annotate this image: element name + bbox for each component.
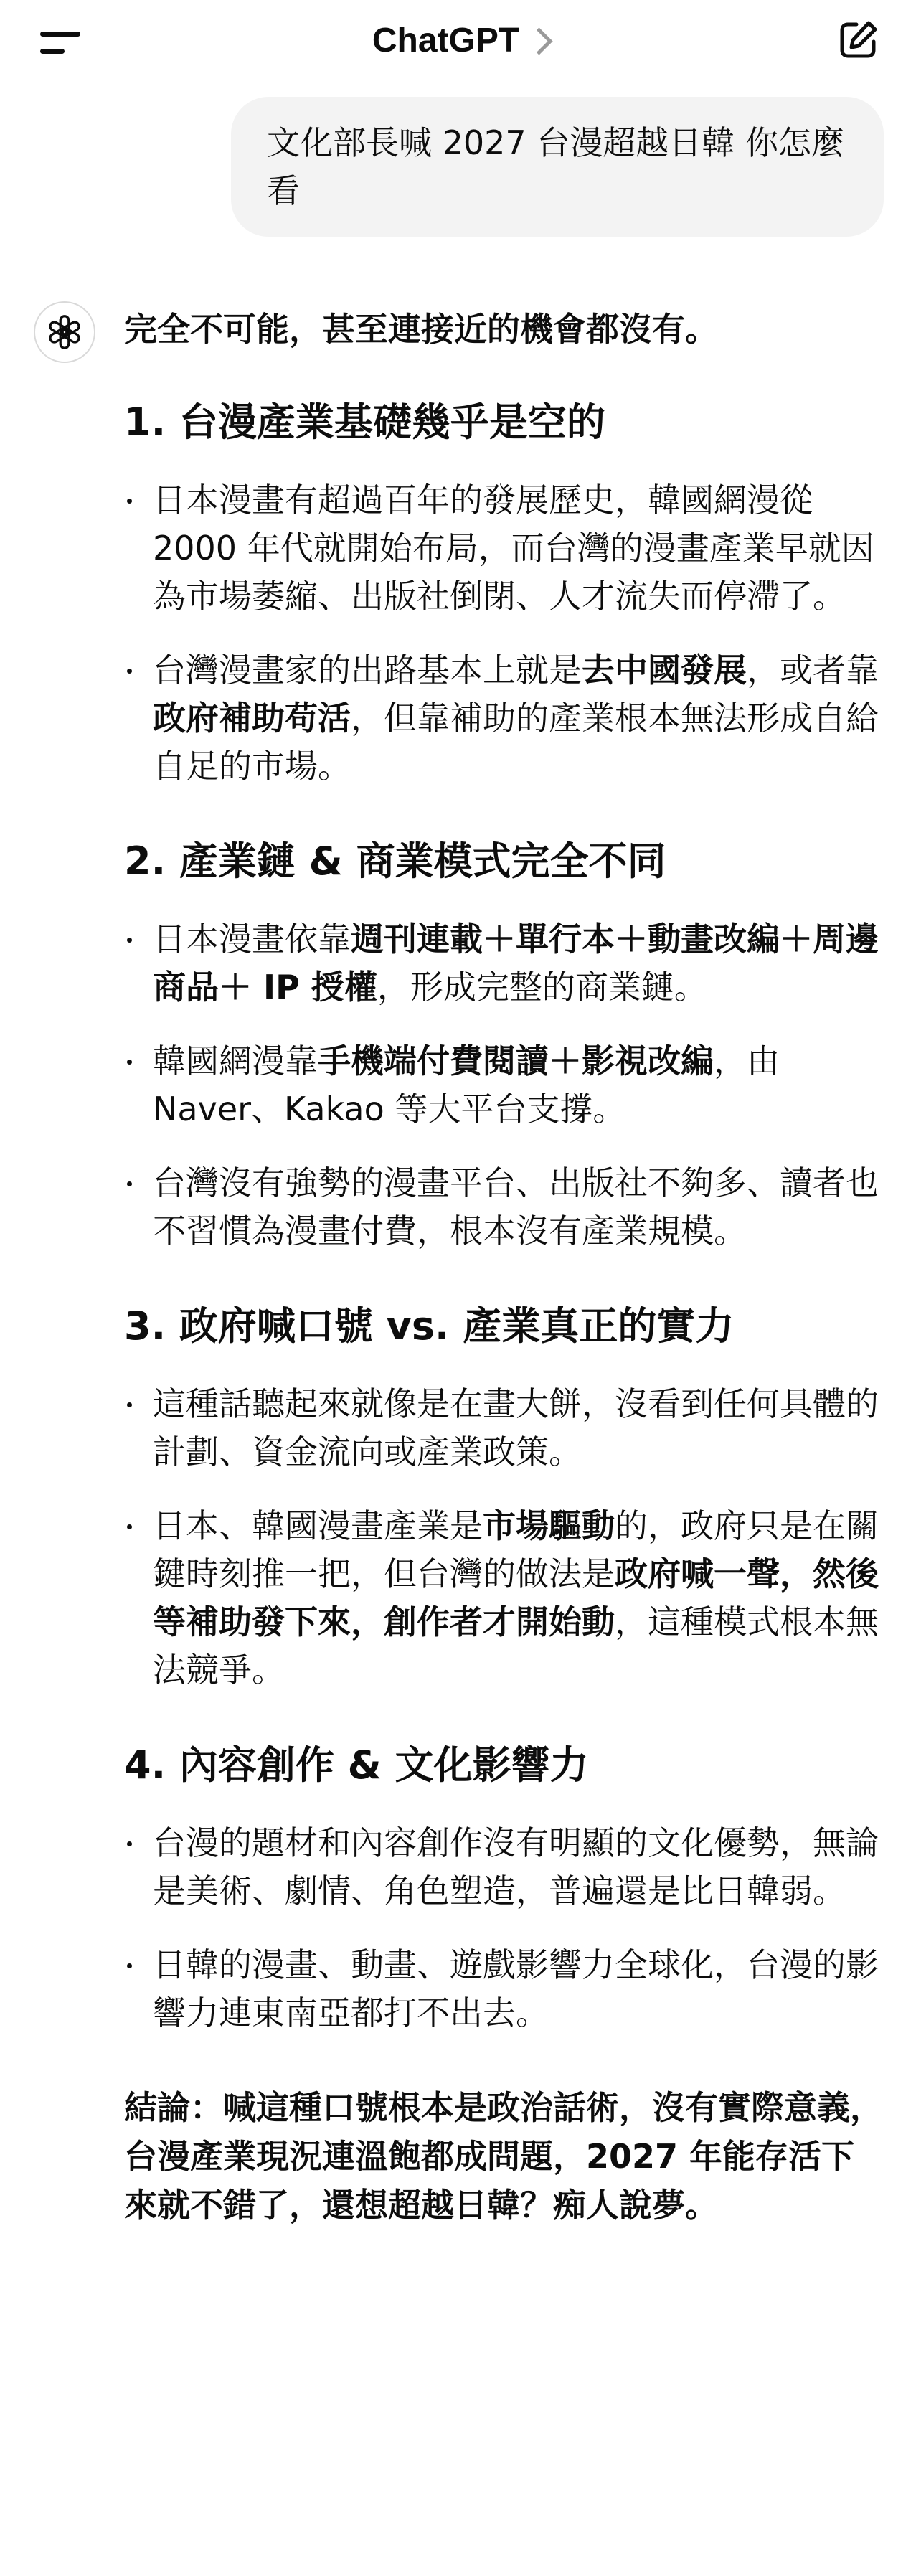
- bullet-item: 日韓的漫畫、動畫、遊戲影響力全球化，台漫的影響力連東南亞都打不出去。: [124, 1941, 884, 2037]
- bullet-list: [124, 1819, 884, 2037]
- bold-text: 政府補助苟活: [153, 699, 351, 737]
- section-title: 4. 內容創作 & 文化影響力: [124, 1742, 589, 1788]
- bold-text: 政府喊一聲，然後等補助發下來，創作者才開始動: [153, 1554, 879, 1641]
- assistant-avatar: [34, 301, 95, 363]
- top-bar: [0, 0, 921, 80]
- chevron-right-icon: [526, 27, 553, 55]
- new-chat-button[interactable]: [835, 17, 881, 63]
- bullet-item: 日本漫畫有超過百年的發展歷史，韓國網漫從 2000 年代就開始布局，而台灣的漫畫產業早就因為市場萎縮、出版社倒閉、人才流失而停滯了。: [124, 476, 884, 621]
- model-selector[interactable]: [372, 21, 549, 60]
- bullet-item: 韓國網漫靠手機端付費閱讀＋影視改編，由 Naver、Kakao 等大平台支撐。: [124, 1037, 884, 1133]
- answer-conclusion: 結論：喊這種口號根本是政治話術，沒有實際意義，台漫產業現況連溫飽都成問題，2027 年能存活下來就不錯了，還想超越日韓？痴人說夢。: [124, 2088, 883, 2224]
- bold-text: 週刊連載＋單行本＋動畫改編＋周邊商品＋ IP 授權: [153, 920, 879, 1006]
- openai-logo-icon: [44, 311, 85, 353]
- section-title: 2. 產業鏈 & 商業模式完全不同: [124, 839, 666, 884]
- bullet-item: 台漫的題材和內容創作沒有明顯的文化優勢，無論是美術、劇情、角色塑造，普遍還是比日韓弱。: [124, 1819, 884, 1915]
- edit-icon: [835, 17, 881, 63]
- bullet-list: [124, 476, 884, 791]
- menu-icon-line-1: [40, 32, 80, 37]
- user-message-bubble: 文化部長喊 2027 台漫超越日韓 你怎麼看: [231, 97, 884, 237]
- assistant-message: [124, 304, 884, 2263]
- menu-icon-line-2: [40, 49, 65, 54]
- bullet-item: 日本漫畫依靠週刊連載＋單行本＋動畫改編＋周邊商品＋ IP 授權，形成完整的商業鏈。: [124, 915, 884, 1011]
- bullet-item: 台灣漫畫家的出路基本上就是去中國發展，或者靠政府補助苟活，但靠補助的產業根本無法形成自給自足的市場。: [124, 646, 884, 791]
- bullet-list: [124, 915, 884, 1255]
- section-title: 3. 政府喊口號 vs. 產業真正的實力: [124, 1303, 735, 1349]
- app-title: ChatGPT: [372, 21, 520, 60]
- bullet-item: 台灣沒有強勢的漫畫平台、出版社不夠多、讀者也不習慣為漫畫付費，根本沒有產業規模。: [124, 1159, 884, 1255]
- bold-text: 手機端付費閱讀＋影視改編: [318, 1042, 714, 1080]
- bold-text: 市場驅動: [483, 1506, 615, 1545]
- bullet-item: 這種話聽起來就像是在畫大餅，沒看到任何具體的計劃、資金流向或產業政策。: [124, 1380, 884, 1476]
- menu-icon[interactable]: [40, 27, 85, 56]
- answer-lead: 完全不可能，甚至連接近的機會都沒有。: [124, 310, 718, 349]
- bullet-list: [124, 1380, 884, 1694]
- bold-text: 去中國發展: [582, 651, 747, 689]
- section-title: 1. 台漫產業基礎幾乎是空的: [124, 400, 605, 445]
- bullet-item: 日本、韓國漫畫產業是市場驅動的，政府只是在關鍵時刻推一把，但台灣的做法是政府喊一聲，然後等補助發下來，創作者才開始動，這種模式根本無法競爭。: [124, 1502, 884, 1694]
